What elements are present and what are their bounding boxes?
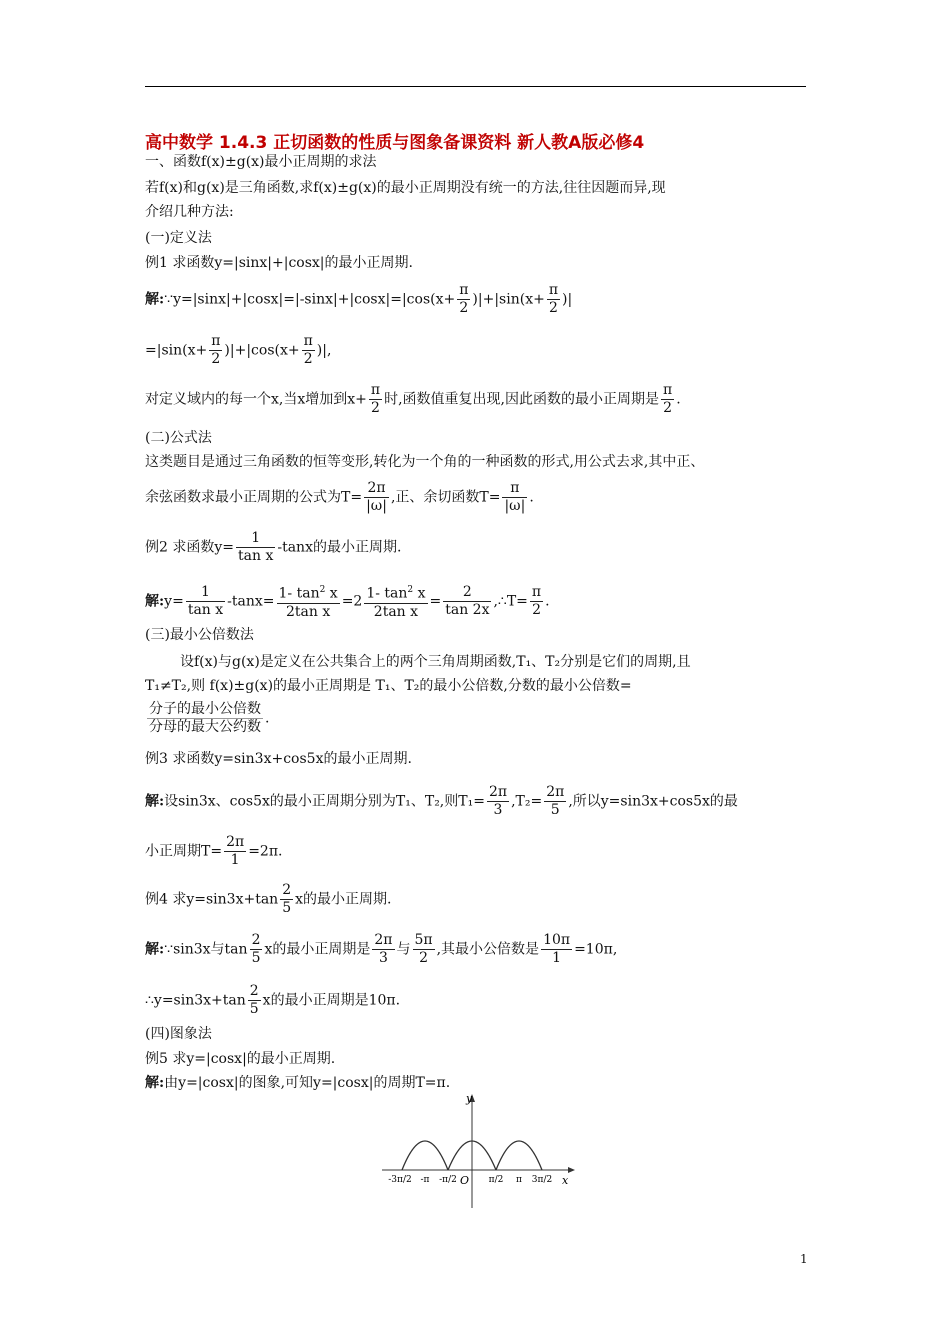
- denominator: 1: [552, 950, 562, 966]
- method-2-text-2: [145, 480, 534, 515]
- denominator: 2: [532, 601, 541, 618]
- numerator: π: [531, 583, 542, 600]
- numerator: 5π: [414, 932, 433, 948]
- text: ∴y=sin3x+tan: [145, 992, 246, 1009]
- example-2: [145, 530, 401, 565]
- text: 例4 求y=sin3x+tan: [145, 891, 279, 908]
- denominator: 2: [303, 351, 313, 367]
- numerator: 1: [236, 530, 275, 548]
- text: ∵sin3x与tan: [164, 941, 248, 958]
- intro-line-1: 若f(x)和g(x)是三角函数,求f(x)±g(x)的最小正周期没有统一的方法,往往因题而异,现: [145, 180, 666, 196]
- denominator: 5: [251, 950, 261, 966]
- fraction-2pi-over-5: [544, 784, 566, 819]
- fraction-2pi-over-3: [487, 784, 509, 819]
- text: =2π.: [248, 843, 283, 860]
- text: ,∴T=: [493, 593, 528, 610]
- text: 与: [396, 941, 411, 958]
- text: x: [325, 585, 338, 602]
- denominator: 2: [371, 400, 380, 416]
- denominator: 1: [230, 852, 240, 868]
- denominator: 2tan x: [285, 603, 331, 620]
- text: )|+|sin(x+: [472, 291, 545, 308]
- example-1: 例1 求函数y=|sinx|+|cosx|的最小正周期.: [145, 255, 413, 271]
- numerator: 2π: [488, 784, 508, 800]
- text: ,正、余切函数T=: [390, 489, 501, 506]
- example-3-solution-line-1: [145, 784, 738, 819]
- fraction-1-minus-tan2x-over-2tanx: [277, 582, 340, 621]
- text: x: [413, 585, 426, 602]
- example-1-solution-line-1: [145, 282, 572, 317]
- numerator: π: [211, 333, 221, 349]
- text: x的最小正周期是: [264, 941, 371, 958]
- x-axis-arrow: [568, 1167, 575, 1173]
- solution-label: 解:: [145, 941, 165, 958]
- text: =2: [341, 593, 363, 610]
- fraction-pi-over-2: [209, 333, 222, 368]
- example-4-solution-line-1: [145, 932, 617, 967]
- denominator: 2: [548, 300, 558, 316]
- solution-label: 解:: [145, 291, 165, 308]
- method-1-heading: (一)定义法: [145, 230, 212, 246]
- text: =|sin(x+: [145, 342, 208, 359]
- fraction-pi-over-2: [302, 333, 315, 368]
- solution-label: 解:: [145, 1075, 165, 1091]
- numerator: π: [662, 382, 673, 398]
- exponent: 2: [407, 585, 414, 595]
- text: ,T₂=: [511, 793, 543, 810]
- denominator: 分母的最大公约数: [149, 719, 261, 735]
- numerator: 2π: [546, 784, 565, 800]
- text: x的最小正周期是10π.: [262, 992, 401, 1009]
- numerator: π: [548, 282, 559, 298]
- numerator: 2π: [364, 480, 389, 498]
- numerator: 1: [186, 584, 225, 602]
- fraction-2pi-over-3: [372, 932, 394, 967]
- lcm-formula: [145, 701, 269, 736]
- text: 1- tan: [278, 585, 320, 602]
- fraction-2-over-5: [250, 932, 263, 967]
- curve-arch: [402, 1141, 448, 1170]
- text: .: [676, 391, 681, 408]
- y-axis-label: y: [466, 1092, 473, 1105]
- method-3-text-2: T₁≠T₂,则 f(x)±g(x)的最小正周期是 T₁、T₂的最小公倍数,分数的最小公倍数=: [145, 678, 632, 694]
- fraction-1-over-tanx: [186, 584, 225, 619]
- denominator: 5: [282, 900, 292, 916]
- fraction-10pi-over-1: [541, 932, 572, 967]
- solution-label: 解:: [145, 793, 165, 810]
- exponent: 2: [319, 585, 326, 595]
- text: 时,函数值重复出现,因此函数的最小正周期是: [384, 391, 659, 408]
- fraction-pi-over-2: [369, 382, 382, 417]
- example-3: 例3 求函数y=sin3x+cos5x的最小正周期.: [145, 751, 412, 767]
- numerator: π: [459, 282, 469, 298]
- fraction-2pi-over-1: [224, 834, 246, 869]
- text: 例2 求函数y=: [145, 539, 234, 556]
- fraction-1-over-tanx: [236, 530, 275, 565]
- x-tick-labels: [388, 1175, 552, 1185]
- fraction-2-over-5: [280, 882, 293, 917]
- numerator: 2π: [226, 834, 245, 850]
- example-3-solution-line-2: [145, 834, 282, 869]
- text: 对定义域内的每一个x,当x增加到x+: [145, 391, 367, 408]
- fraction-2-over-5: [248, 983, 261, 1018]
- numerator: π: [303, 333, 313, 349]
- section-heading: 一、函数f(x)±g(x)最小正周期的求法: [145, 154, 377, 170]
- numerator: π: [370, 382, 381, 398]
- method-2-heading: (二)公式法: [145, 430, 212, 446]
- page-number: 1: [800, 1252, 808, 1266]
- fraction-pi-over-2: [547, 282, 560, 317]
- denominator: 2: [459, 300, 469, 316]
- page-title: 高中数学 1.4.3 正切函数的性质与图象备课资料 新人教A版必修4: [145, 133, 645, 153]
- denominator: 2: [211, 351, 221, 367]
- numerator: [277, 582, 340, 604]
- text: =: [429, 593, 442, 610]
- numerator: 2: [282, 882, 292, 898]
- solution-label: 解:: [145, 593, 165, 610]
- denominator: 2: [663, 400, 673, 416]
- text: x的最小正周期.: [295, 891, 392, 908]
- example-4: [145, 882, 391, 917]
- fraction-pi-over-omega: [502, 480, 527, 515]
- denominator: tan 2x: [445, 601, 490, 618]
- example-2-solution: [145, 582, 550, 621]
- intro-line-2: 介绍几种方法:: [145, 204, 234, 220]
- denominator: 3: [378, 950, 388, 966]
- method-3-text-1: 设f(x)与g(x)是定义在公共集合上的两个三角周期函数,T₁、T₂分别是它们的周期,且: [180, 654, 691, 670]
- denominator: 5: [249, 1001, 259, 1017]
- denominator: |ω|: [366, 498, 387, 514]
- text: )|: [562, 291, 573, 308]
- tick-label: π/2: [488, 1175, 504, 1185]
- tick-label: 3π/2: [531, 1175, 553, 1185]
- text: -tanx=: [227, 593, 275, 610]
- text: 余弦函数求最小正周期的公式为T=: [145, 489, 363, 506]
- method-3-heading: (三)最小公倍数法: [145, 627, 254, 643]
- text: ,所以y=sin3x+cos5x的最: [568, 793, 738, 810]
- denominator: |ω|: [504, 498, 526, 514]
- text: 设sin3x、cos5x的最小正周期分别为T₁、T₂,则T₁=: [164, 793, 485, 810]
- text: )|+|cos(x+: [224, 342, 300, 359]
- numerator: 2: [443, 584, 491, 602]
- text: ∵y=|sinx|+|cosx|=|-sinx|+|cosx|=|cos(x+: [164, 291, 456, 308]
- denominator: tan x: [187, 601, 224, 618]
- numerator: 分子的最小公倍数: [149, 701, 261, 717]
- abs-cos-graph: [380, 1090, 580, 1212]
- text: -tanx的最小正周期.: [277, 539, 402, 556]
- tick-label: -3π/2: [388, 1175, 412, 1185]
- numerator: 2: [249, 983, 259, 999]
- text: ,其最小公倍数是: [436, 941, 540, 958]
- numerator: 2: [251, 932, 261, 948]
- numerator: π: [502, 480, 527, 498]
- example-1-solution-line-3: [145, 382, 681, 417]
- denominator: 2: [419, 950, 429, 966]
- numerator: [364, 582, 427, 604]
- denominator: 2tan x: [373, 603, 419, 620]
- fraction-5pi-over-2: [413, 932, 435, 967]
- denominator: tan x: [238, 548, 274, 564]
- fraction-lcm-over-gcd: [147, 701, 263, 736]
- denominator: 5: [550, 802, 560, 818]
- denominator: 3: [493, 802, 503, 818]
- fraction-pi-over-2: [457, 282, 470, 317]
- tick-label: π: [516, 1175, 522, 1185]
- x-axis-label: x: [562, 1174, 569, 1187]
- method-2-text-1: 这类题目是通过三角函数的恒等变形,转化为一个角的一种函数的形式,用公式去求,其中正、: [145, 454, 705, 470]
- text: 1- tan: [366, 585, 408, 602]
- text: .: [529, 489, 534, 506]
- text: .: [265, 710, 270, 727]
- text: y=: [164, 593, 184, 610]
- example-1-solution-line-2: [145, 333, 331, 368]
- fraction-2pi-over-omega: [364, 480, 389, 515]
- text: .: [545, 593, 550, 610]
- fraction-2-over-tan2x: [443, 584, 491, 619]
- text: 由y=|cosx|的图象,可知y=|cosx|的周期T=π.: [164, 1075, 451, 1091]
- example-4-solution-line-2: [145, 983, 400, 1018]
- text: )|,: [316, 342, 332, 359]
- tick-label: -π/2: [439, 1175, 457, 1185]
- tick-label: -π: [420, 1175, 430, 1185]
- numerator: 2π: [374, 932, 393, 948]
- curve-arch: [496, 1141, 542, 1170]
- example-5: 例5 求y=|cosx|的最小正周期.: [145, 1051, 336, 1067]
- origin-label: O: [460, 1174, 470, 1187]
- text: =10π,: [574, 941, 618, 958]
- fraction-pi-over-2: [530, 584, 543, 619]
- fraction-pi-over-2: [661, 382, 674, 417]
- method-4-heading: (四)图象法: [145, 1026, 212, 1042]
- text: 小正周期T=: [145, 843, 223, 860]
- header-rule: [145, 86, 806, 87]
- fraction-1-minus-tan2x-over-2tanx: [364, 582, 427, 621]
- numerator: 10π: [543, 932, 571, 948]
